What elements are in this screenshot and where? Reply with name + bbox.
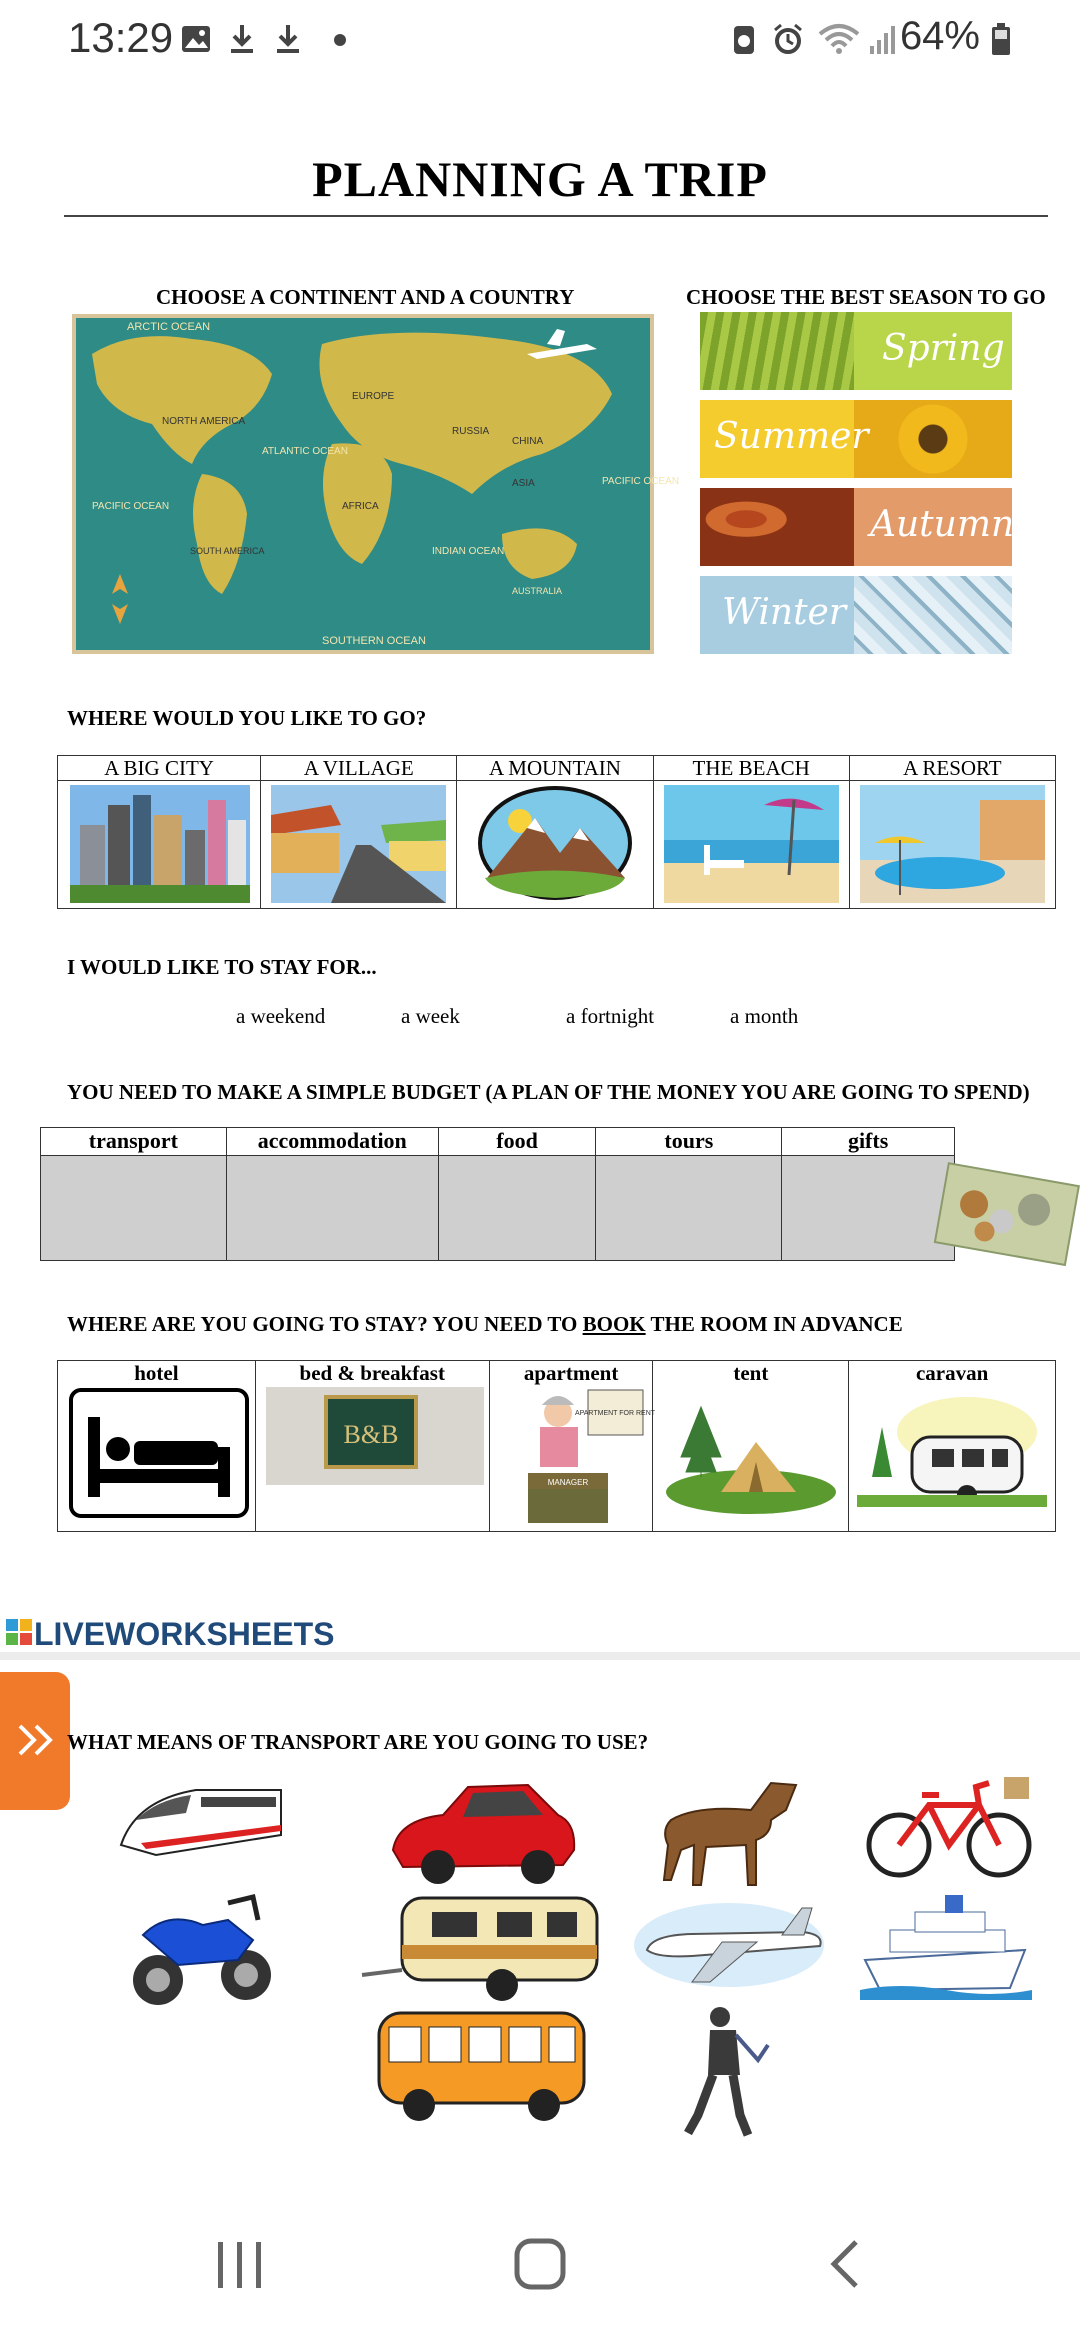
accommodation-hotel[interactable] xyxy=(58,1361,256,1532)
accommodation-label: hotel xyxy=(134,1361,179,1385)
budget-gifts-input[interactable] xyxy=(782,1156,955,1261)
battery-icon xyxy=(990,22,1012,56)
walking-man-image[interactable] xyxy=(678,2005,773,2140)
car-image[interactable] xyxy=(388,1775,578,1895)
double-chevron-right-icon xyxy=(16,1722,56,1758)
bnb-sign-text: B&B xyxy=(343,1420,399,1449)
liveworksheets-logo[interactable] xyxy=(6,1616,406,1650)
book-emphasis: BOOK xyxy=(582,1312,646,1336)
map-label: RUSSIA xyxy=(452,426,490,437)
accommodation-bed-breakfast[interactable] xyxy=(255,1361,489,1532)
bnb-sign-image xyxy=(266,1387,484,1485)
map-label: ASIA xyxy=(512,478,535,489)
ice-image xyxy=(854,576,1012,654)
wifi-icon xyxy=(818,22,860,56)
status-time: 13:29 xyxy=(68,14,174,61)
download-icon xyxy=(226,22,258,56)
season-label: Summer xyxy=(714,416,869,457)
season-spring[interactable] xyxy=(700,312,1012,390)
status-bar xyxy=(0,0,1080,80)
money-image xyxy=(932,1160,1080,1278)
destination-beach[interactable] xyxy=(653,756,849,909)
duration-option[interactable]: a fortnight xyxy=(566,1004,655,1028)
budget-table xyxy=(40,1127,955,1261)
ship-image[interactable] xyxy=(860,1890,1032,2000)
map-label: SOUTH AMERICA xyxy=(190,546,265,556)
season-heading: CHOOSE THE BEST SEASON TO GO xyxy=(686,285,1046,309)
destination-village[interactable] xyxy=(261,756,457,909)
budget-column-header: food xyxy=(438,1128,596,1156)
village-image xyxy=(271,785,446,903)
season-label: Winter xyxy=(722,592,847,633)
map-label: NORTH AMERICA xyxy=(162,416,246,427)
alarm-icon xyxy=(772,22,804,56)
back-icon[interactable] xyxy=(818,2236,874,2292)
season-summer[interactable] xyxy=(700,400,1012,478)
autumn-leaves-image xyxy=(700,488,854,566)
map-label: ATLANTIC OCEAN xyxy=(262,446,348,457)
budget-column-header: transport xyxy=(41,1128,227,1156)
budget-food-input[interactable] xyxy=(438,1156,596,1261)
destination-label: THE BEACH xyxy=(654,756,849,781)
notification-dot-icon xyxy=(330,22,362,56)
side-panel-tab[interactable] xyxy=(0,1672,70,1810)
accommodation-table xyxy=(57,1360,1056,1532)
season-label: Spring xyxy=(882,328,1005,369)
bicycle-image[interactable] xyxy=(864,1775,1034,1880)
duration-option[interactable]: a week xyxy=(401,1004,460,1028)
budget-tours-input[interactable] xyxy=(596,1156,782,1261)
bed-icon xyxy=(68,1387,250,1519)
accommodation-apartment[interactable] xyxy=(489,1361,653,1532)
destination-heading: WHERE WOULD YOU LIKE TO GO? xyxy=(67,706,427,730)
title-divider xyxy=(64,215,1048,217)
map-label: INDIAN OCEAN xyxy=(432,546,505,557)
map-label: PACIFIC OCEAN xyxy=(602,476,680,487)
battery-percent: 64% xyxy=(899,14,980,58)
destination-big-city[interactable] xyxy=(58,756,261,909)
beach-image xyxy=(664,785,839,903)
season-winter[interactable] xyxy=(700,576,1012,654)
city-image xyxy=(70,785,250,903)
continent-heading: CHOOSE A CONTINENT AND A COUNTRY xyxy=(156,285,575,309)
destination-label: A VILLAGE xyxy=(261,756,456,781)
duration-option[interactable]: a weekend xyxy=(236,1004,326,1028)
transport-heading: WHAT MEANS OF TRANSPORT ARE YOU GOING TO USE? xyxy=(67,1730,649,1754)
accommodation-tent[interactable] xyxy=(653,1361,849,1532)
map-label: CHINA xyxy=(512,436,544,447)
battery-saver-icon xyxy=(728,22,760,56)
accommodation-heading xyxy=(67,1312,903,1337)
home-icon[interactable] xyxy=(512,2236,568,2292)
apartment-sign-text: APARTMENT FOR RENT xyxy=(574,1410,655,1417)
landlady-image xyxy=(498,1385,655,1525)
destination-mountain[interactable] xyxy=(457,756,653,909)
caravan-image xyxy=(857,1387,1047,1512)
duration-option[interactable]: a month xyxy=(730,1004,799,1028)
sunflower-image xyxy=(854,400,1012,478)
map-label: AUSTRALIA xyxy=(512,586,563,596)
resort-image xyxy=(860,785,1045,903)
heading-text: THE ROOM IN ADVANCE xyxy=(645,1312,903,1336)
map-label: SOUTHERN OCEAN xyxy=(322,635,426,647)
download-icon xyxy=(272,22,304,56)
budget-column-header: gifts xyxy=(782,1128,955,1156)
destination-label: A MOUNTAIN xyxy=(457,756,652,781)
heading-text: WHERE ARE YOU GOING TO STAY? YOU NEED TO xyxy=(67,1312,583,1336)
map-label: AFRICA xyxy=(342,501,379,512)
mountain-image xyxy=(465,783,645,903)
accommodation-label: caravan xyxy=(915,1361,989,1385)
budget-accommodation-input[interactable] xyxy=(226,1156,438,1261)
destination-resort[interactable] xyxy=(849,756,1055,909)
duration-heading: I WOULD LIKE TO STAY FOR... xyxy=(67,955,377,979)
horse-image[interactable] xyxy=(656,1775,806,1895)
page-title: PLANNING A TRIP xyxy=(312,151,768,207)
gallery-icon xyxy=(180,22,212,56)
plane-image[interactable] xyxy=(632,1890,827,1995)
bus-image[interactable] xyxy=(374,2005,590,2125)
recents-icon[interactable] xyxy=(212,2236,268,2292)
destination-label: A RESORT xyxy=(850,756,1055,781)
map-label: EUROPE xyxy=(352,391,395,402)
budget-heading: YOU NEED TO MAKE A SIMPLE BUDGET (A PLAN OF THE MONEY YOU ARE GOING TO SPEND) xyxy=(67,1080,1030,1104)
season-label: Autumn xyxy=(870,504,1015,545)
budget-transport-input[interactable] xyxy=(41,1156,227,1261)
accommodation-label: bed & breakfast xyxy=(299,1361,445,1385)
destination-table xyxy=(57,755,1056,909)
train-image[interactable] xyxy=(116,1775,286,1870)
accommodation-label: tent xyxy=(733,1361,769,1385)
accommodation-label: apartment xyxy=(523,1361,619,1385)
manager-sign-text: MANAGER xyxy=(547,1478,588,1487)
caravan-transport-image[interactable] xyxy=(362,1890,602,2005)
map-label: ARCTIC OCEAN xyxy=(127,321,211,333)
tent-image xyxy=(661,1387,841,1517)
destination-label: A BIG CITY xyxy=(58,756,260,781)
budget-column-header: accommodation xyxy=(226,1128,438,1156)
signal-icon xyxy=(866,22,898,56)
season-autumn[interactable] xyxy=(700,488,1015,566)
brand-name: LIVEWORKSHEETS xyxy=(34,1616,335,1652)
budget-column-header: tours xyxy=(596,1128,782,1156)
accommodation-caravan[interactable] xyxy=(849,1361,1056,1532)
world-map[interactable] xyxy=(72,314,680,654)
motorbike-image[interactable] xyxy=(128,1885,273,2010)
map-label: PACIFIC OCEAN xyxy=(92,501,170,512)
liveworksheets-logo-icon xyxy=(6,1619,32,1645)
spring-grass-image xyxy=(700,312,854,390)
section-divider xyxy=(0,1652,1080,1660)
